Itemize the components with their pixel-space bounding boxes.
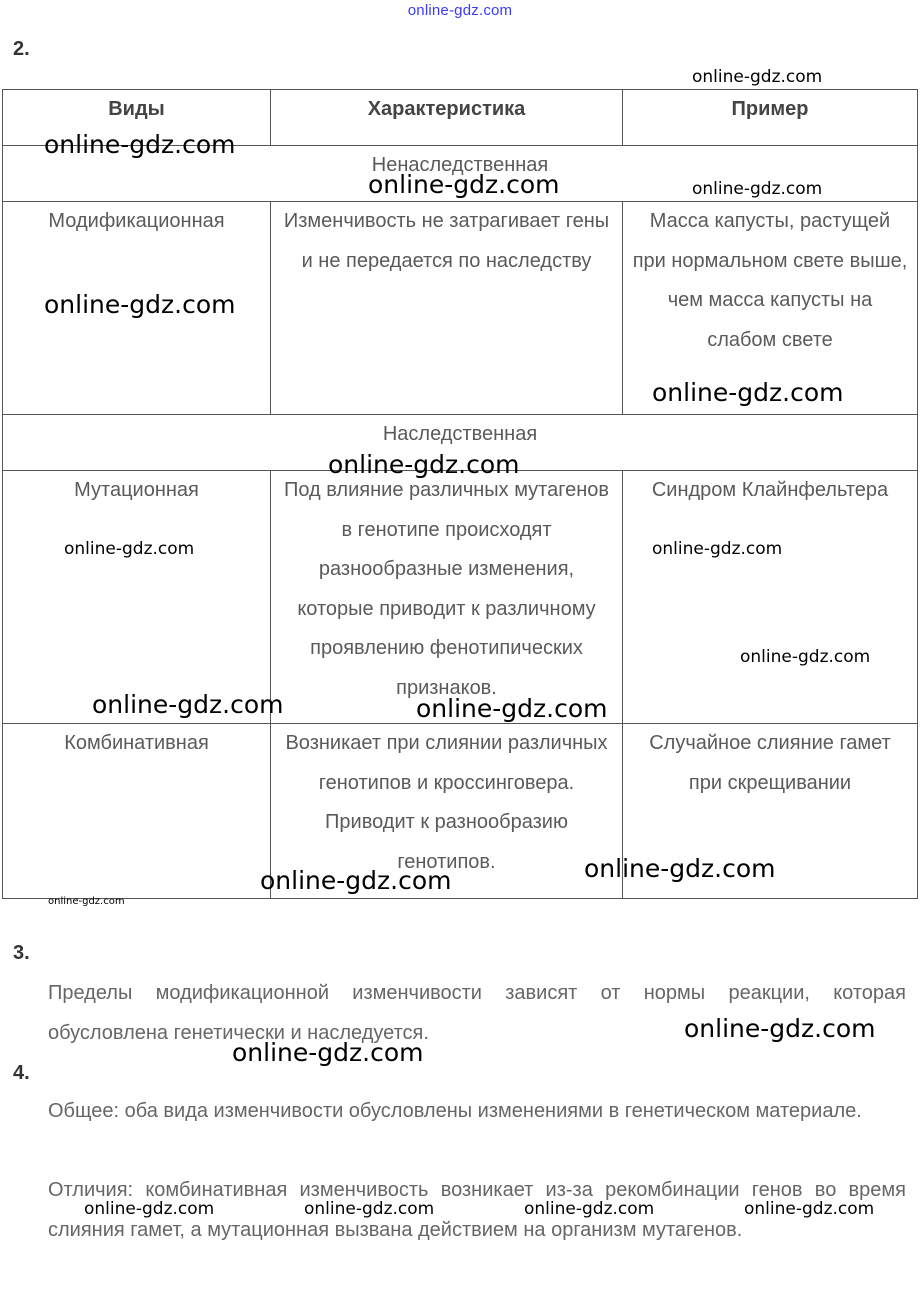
variability-table xyxy=(2,89,918,899)
table-row xyxy=(3,471,918,724)
question-2-number: 2. xyxy=(13,38,30,60)
section-row-hereditary xyxy=(3,415,918,471)
question-4-number: 4. xyxy=(13,1062,30,1084)
cell-example: Синдром Клайнфельтера xyxy=(623,471,918,724)
header-characteristic: Характеристика xyxy=(271,90,623,146)
section-nonhereditary: Ненаследственная xyxy=(3,146,918,202)
watermark: online-gdz.com xyxy=(744,1199,875,1219)
cell-kind: Комбинативная xyxy=(3,724,271,899)
watermark: online-gdz.com xyxy=(84,1199,215,1219)
answer-4-differences: Отличия: комбинативная изменчивость возникает из-за рекомбинации генов во время слияния гамет, а мутационная вызвана действием на организм мутагенов. xyxy=(48,1179,906,1241)
watermark: online-gdz.com xyxy=(64,539,195,559)
watermark: online-gdz.com xyxy=(692,67,823,87)
top-watermark: online-gdz.com xyxy=(407,2,513,19)
answer-4-common: Общее: оба вида изменчивости обусловлены изменениями в генетическом материале. xyxy=(48,1100,862,1122)
watermark: online-gdz.com xyxy=(524,1199,655,1219)
cell-kind: Мутационная xyxy=(3,471,271,724)
watermark: online-gdz.com xyxy=(584,854,776,883)
cell-example: Масса капусты, растущей при нормальном свете выше, чем масса капусты на слабом свете xyxy=(623,202,918,415)
watermark: online-gdz.com xyxy=(652,539,783,559)
question-3-number: 3. xyxy=(13,942,30,964)
table-row xyxy=(3,202,918,415)
watermark: online-gdz.com xyxy=(692,179,823,199)
section-row-nonhereditary xyxy=(3,146,918,202)
cell-characteristic: Изменчивость не затрагивает гены и не передается по наследству xyxy=(271,202,623,415)
cell-example: Случайное слияние гамет при скрещивании xyxy=(623,724,918,899)
watermark: online-gdz.com xyxy=(260,866,452,895)
watermark: online-gdz.com xyxy=(368,170,560,199)
watermark: online-gdz.com xyxy=(684,1014,876,1043)
section-hereditary: Наследственная xyxy=(3,415,918,471)
header-example: Пример xyxy=(623,90,918,146)
watermark: online-gdz.com xyxy=(740,647,871,667)
cell-characteristic: Возникает при слиянии различных генотипов и кроссинговера. Приводит к разнообразию генотипов. xyxy=(271,724,623,899)
header-kinds: Виды xyxy=(3,90,271,146)
watermark: online-gdz.com xyxy=(652,378,844,407)
watermark: online-gdz.com xyxy=(328,450,520,479)
watermark: online-gdz.com xyxy=(44,130,236,159)
cell-kind: Модификационная xyxy=(3,202,271,415)
watermark: online-gdz.com xyxy=(304,1199,435,1219)
watermark: online-gdz.com xyxy=(92,690,284,719)
cell-characteristic: Под влияние различных мутагенов в генотипе происходят разнообразные изменения, которые приводит к различному проявлению фенотипических признаков. xyxy=(271,471,623,724)
watermark: online-gdz.com xyxy=(48,896,125,907)
watermark: online-gdz.com xyxy=(44,290,236,319)
answer-3-text: Пределы модификационной изменчивости зависят от нормы реакции, которая обусловлена генетически и наследуется. xyxy=(48,982,906,1044)
table-header-row xyxy=(3,90,918,146)
watermark: online-gdz.com xyxy=(232,1038,424,1067)
table-row xyxy=(3,724,918,899)
watermark: online-gdz.com xyxy=(416,694,608,723)
